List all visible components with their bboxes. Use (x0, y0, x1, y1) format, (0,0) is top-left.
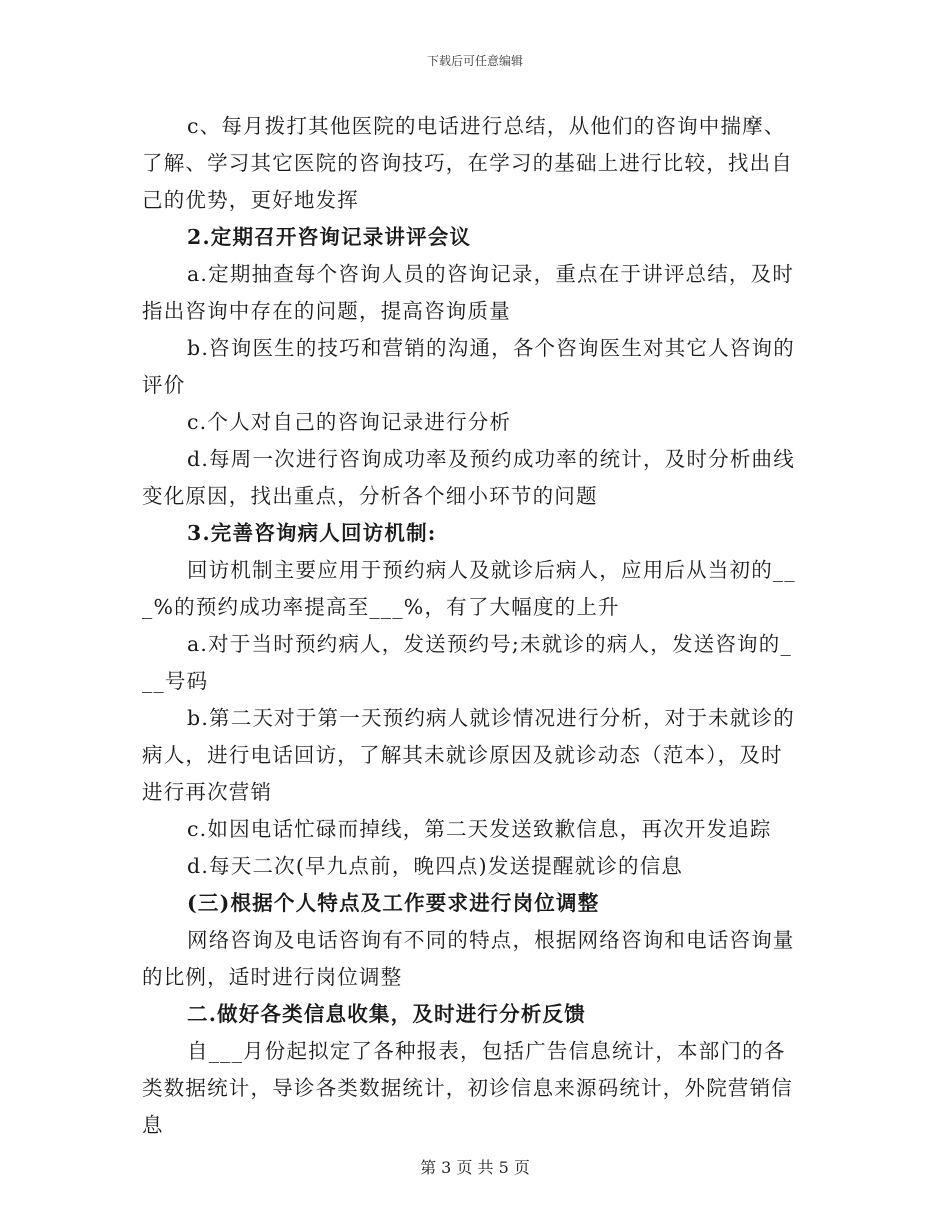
heading-information-collection: 二.做好各类信息收集，及时进行分析反馈 (187, 1002, 586, 1026)
heading-review-meetings: 2.定期召开咨询记录讲评会议 (187, 225, 472, 249)
page-footer: 第 3 页 共 5 页 (420, 1158, 530, 1177)
document-body (142, 108, 802, 1144)
paragraph-b-skills: b.咨询医生的技巧和营销的沟通，各个咨询医生对其它人咨询的评价 (142, 336, 795, 397)
paragraph-online-phone: 网络咨询及电话咨询有不同的特点，根据网络咨询和电话咨询量的比例，适时进行岗位调整 (142, 928, 795, 989)
paragraph-c-dropped-calls: c.如因电话忙碌而掉线，第二天发送致歉信息，再次开发追踪 (187, 817, 772, 841)
page-header: 下载后可任意编辑 (426, 54, 523, 68)
heading-position-adjustment: (三)根据个人特点及工作要求进行岗位调整 (187, 891, 600, 915)
paragraph-a-spot-check: a.定期抽查每个咨询人员的咨询记录，重点在于讲评总结，及时指出咨询中存在的问题，提高咨询质量 (142, 262, 795, 323)
paragraph-followup-intro: 回访机制主要应用于预约病人及就诊后病人，应用后从当初的___%的预约成功率提高至___%，有了大幅度的上升 (142, 558, 796, 619)
paragraph-c-monthly-calls: c、每月拨打其他医院的电话进行总结，从他们的咨询中揣摩、了解、学习其它医院的咨询技巧，在学习的基础上进行比较，找出自己的优势，更好地发挥 (142, 114, 793, 212)
paragraph-d-weekly-stats: d.每周一次进行咨询成功率及预约成功率的统计，及时分析曲线变化原因，找出重点，分析各个细小环节的问题 (142, 447, 795, 508)
paragraph-c-self-analysis: c.个人对自己的咨询记录进行分析 (187, 410, 512, 434)
paragraph-b-next-day: b.第二天对于第一天预约病人就诊情况进行分析，对于未就诊的病人，进行电话回访，了解其未就诊原因及就诊动态（范本），及时进行再次营销 (142, 706, 795, 804)
paragraph-d-reminders: d.每天二次(早九点前，晚四点)发送提醒就诊的信息 (187, 854, 684, 878)
heading-followup-mechanism: 3.完善咨询病人回访机制: (187, 521, 437, 545)
paragraph-a-send-number: a.对于当时预约病人，发送预约号;未就诊的病人，发送咨询的___号码 (142, 632, 792, 693)
paragraph-reports: 自___月份起拟定了各种报表，包括广告信息统计，本部门的各类数据统计，导诊各类数据统计，初诊信息来源码统计，外院营销信息 (142, 1039, 793, 1137)
